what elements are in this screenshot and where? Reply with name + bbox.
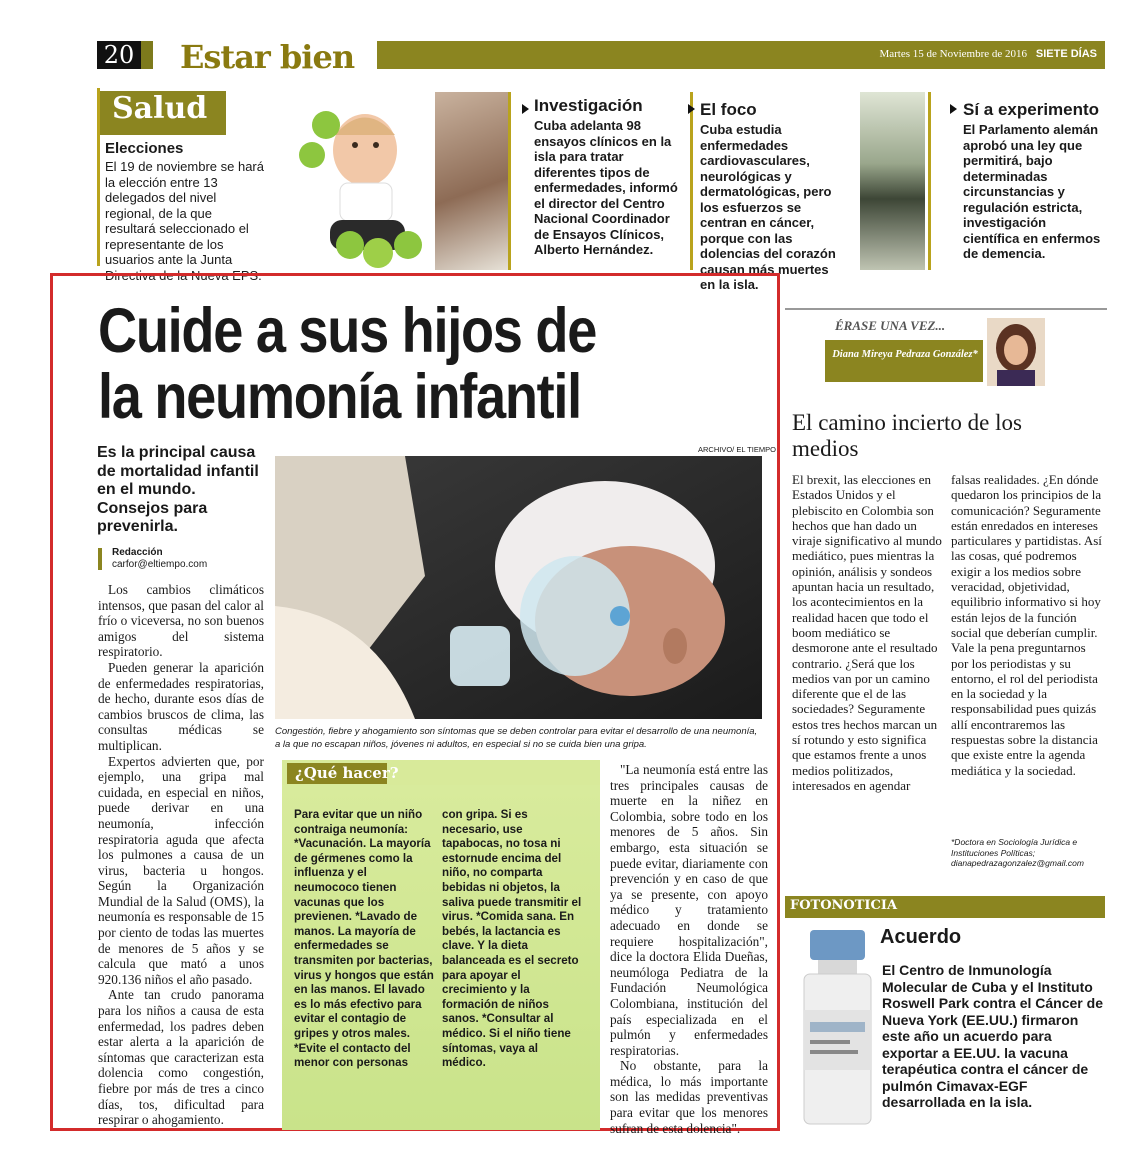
brief-title: El foco: [700, 100, 757, 119]
bullet-triangle: [688, 104, 695, 114]
headline-line-1: Cuide a sus hijos de: [98, 296, 597, 366]
header-accent-bar: [141, 41, 153, 69]
columnist-banner: [825, 340, 983, 382]
headline: [98, 298, 683, 430]
columnist-name: Diana Mireya Pedraza González*: [832, 349, 978, 360]
column-kicker: ÉRASE UNA VEZ...: [835, 318, 946, 333]
divider: [785, 308, 1107, 310]
fotonoticia-title: Acuerdo: [880, 926, 962, 948]
opinion-footnote: *Doctora en Sociología Jurídica e Instituciones Políticas; dianapedrazagonzalez@gmail.com: [951, 837, 1084, 868]
brief-text: Cuba adelanta 98 ensayos clínicos en la isla para tratar diferentes tipos de enfermedades, informó el director del Centro Nacional Coordinador de Ensayos Clínicos, Alberto Hernández.: [534, 118, 678, 257]
paragraph: Expertos advierten que, por ejemplo, una gripa mal cuidada, en especial en niños, puede derivar en una neumonía, infección respiratoria aguda que afecta los pulmones a causa de un virus, bacteria u hongos. Según la Organización Mundial de la Salud (OMS), la neumonía es responsable de 15 por ciento de todas las muertes de menores de 5 años y se calcula que mató a unos 920.136 niños el año pasado.: [98, 753, 264, 987]
bullet-triangle: [522, 104, 529, 114]
tips-column-2: con gripa. Si es necesario, use tapabocas, no tosa ni estornude encima del niño, no comparta bebidas ni objetos, la saliva puede transmitir el virus. *Comida sana. En bebés, la lactancia es clave. Y la dieta balanceada es el secreto para apoyar el crecimiento y la formación de niños sanos. *Consultar al médico. Si el niño tiene síntomas, vaya al médico.: [442, 808, 582, 1070]
section-title: Estar bien: [180, 38, 355, 76]
page-number: 20: [97, 41, 141, 69]
byline: [112, 547, 207, 571]
tips-column-1: Para evitar que un niño contraiga neumonía: *Vacunación. La mayoría de gérmenes como la influenza y el neumococo tienen vacunas que los previenen. *Lavado de manos. La mayoría de enfermedades se transmiten por bacterias, virus y hongos que están en las manos. El lavado es lo más efectivo para evitar el contagio de gripes y otros males. *Evite el contacto del menor con personas: [294, 808, 434, 1070]
article-dek: Es la principal causa de mortalidad infantil en el mundo. Consejos para prevenirla.: [97, 444, 259, 535]
photo-credit: ARCHIVO/ EL TIEMPO: [698, 445, 776, 454]
author-marker: [98, 548, 102, 570]
photo-caption: Congestión, fiebre y ahogamiento son síntomas que se deben controlar para evitar el desarrollo de una neumonía, a la que no escapan niños, jóvenes ni adultos, en especial si no se cuida bien una gripa.: [275, 726, 758, 750]
opinion-column-1: El brexit, las elecciones en Estados Unidos y el plebiscito en Colombia son hechos que han dado un viraje significativo al mundo mediático, pues mientras la opinión, análisis y sondeos apuntan hacia un resultado, los acontecimientos en la realidad hacen que todo el boom mediático se desmorone ante el resultado contrario. ¿Será que los medios van por un camino diferente que el de las sociedades? Seguramente estos tres hechos marcan un sí rotundo y esto significa que estamos frente a unos medios politizados, interesados en agendar: [792, 472, 942, 793]
article-column-3: [610, 762, 768, 1136]
bullet-triangle: [950, 104, 957, 114]
brief-foco: [700, 100, 845, 293]
brief-text: Cuba estudia enfermedades cardiovasculares, neurológicas y dermatológicas, pero los esfuerzos se centran en cáncer, porque con las dolencias del corazón causan más muertes en la isla.: [700, 122, 836, 292]
opinion-title: El camino incierto de los medios: [792, 410, 1022, 461]
author-name: Redacción: [112, 547, 163, 558]
research-photo: [435, 92, 510, 270]
brief-investigacion: [534, 96, 680, 258]
headline-line-2: la neumonía infantil: [98, 362, 581, 432]
brief-text: El 19 de noviembre se hará la elección entre 13 delegados del nivel regional, de la que resultará seleccionado el representante de los usuarios ante la Junta Directiva de la Nueva EPS.: [105, 159, 264, 283]
opinion-column-2: falsas realidades. ¿En dónde quedaron los principios de la comunicación? Seguramente están enredados en intereses particulares y partidistas. Así las cosas, qué podremos exigir a los medios sobre veracidad, objetividad, equilibrio informativo si hoy están lejos de la función social que deberían cumplir. Vale la pena preguntarnos por los periodistas y su entorno, el rol del periodista en la sociedad y la responsabilidad pues quizás allí encontraremos las respuestas sobre la distancia que existe entre la agenda mediática y la sociedad.: [951, 472, 1102, 778]
divider: [508, 92, 511, 270]
brief-title: Investigación: [534, 96, 643, 115]
brief-experimento: [963, 100, 1103, 262]
paragraph: Ante tan crudo panorama para los niños a causa de esta enfermedad, los padres deben estar alerta a la aparición de síntomas que caracterizan esta dolencia como congestión, fiebre por más de tres a cinco días, tos, dificultad para respirar o ahogamiento.: [98, 987, 264, 1128]
baby-photo: [290, 95, 430, 270]
fotonoticia-text: El Centro de Inmunología Molecular de Cuba y el Instituto Roswell Park contra el Cáncer de Nueva York (EE.UU.) firmaron este año un acuerdo para exportar a EE.UU. la vacuna terapéutica contra el cáncer de pulmón Cimavax-EGF desarrollada en la isla.: [882, 962, 1103, 1110]
columnist-portrait: [987, 318, 1045, 386]
tips-box-title: ¿Qué hacer?: [295, 764, 399, 782]
paragraph: No obstante, para la médica, lo más importante son las medidas preventivas para evitar que los menores sufran de esta dolencia".: [610, 1058, 768, 1136]
divider: [690, 92, 693, 270]
brief-title: Sí a experimento: [963, 100, 1100, 119]
salud-label: Salud: [112, 91, 208, 126]
article-photo: [275, 456, 762, 719]
hallway-photo: [860, 92, 925, 270]
brief-text: El Parlamento alemán aprobó una ley que permitirá, bajo determinadas circunstancias y regulación estricta, investigación científica en enfermos de demencia.: [963, 122, 1101, 261]
vaccine-vial-photo: [800, 930, 875, 1130]
article-column-1: [98, 582, 264, 1128]
brief-elecciones: [105, 140, 265, 283]
paragraph: "La neumonía está entre las tres principales causas de muerte en la niñez en Colombia, sobre todo en los menores de 5 años. Sin embargo, esta situación se puede evitar, diariamente con prevención y en caso de que ya se presente, con apoyo médico y tratamiento adecuado en donde se requiere hospitalización", dice la doctora Elida Dueñas, neumóloga Pediatra de la Fundación Neumológica Colombiana, institución del país especializada en el pulmón y enfermedades respiratorias.: [610, 762, 768, 1058]
dateline: Martes 15 de Noviembre de 2016: [879, 48, 1027, 60]
brief-title: Elecciones: [105, 140, 184, 157]
paragraph: Los cambios climáticos intensos, que pasan del calor al frío o viceversa, no son buenos amigos del sistema respiratorio.: [98, 582, 264, 660]
fotonoticia-label: FOTONOTICIA: [790, 898, 898, 913]
author-email: carfor@eltiempo.com: [112, 559, 208, 570]
paragraph: Pueden generar la aparición de enfermedades respiratorias, de hecho, durante esos días de cambios bruscos de clima, las consultas médicas se multiplican.: [98, 659, 264, 753]
divider: [928, 92, 931, 270]
brand-logo: SIETE DÍAS: [1035, 48, 1097, 60]
